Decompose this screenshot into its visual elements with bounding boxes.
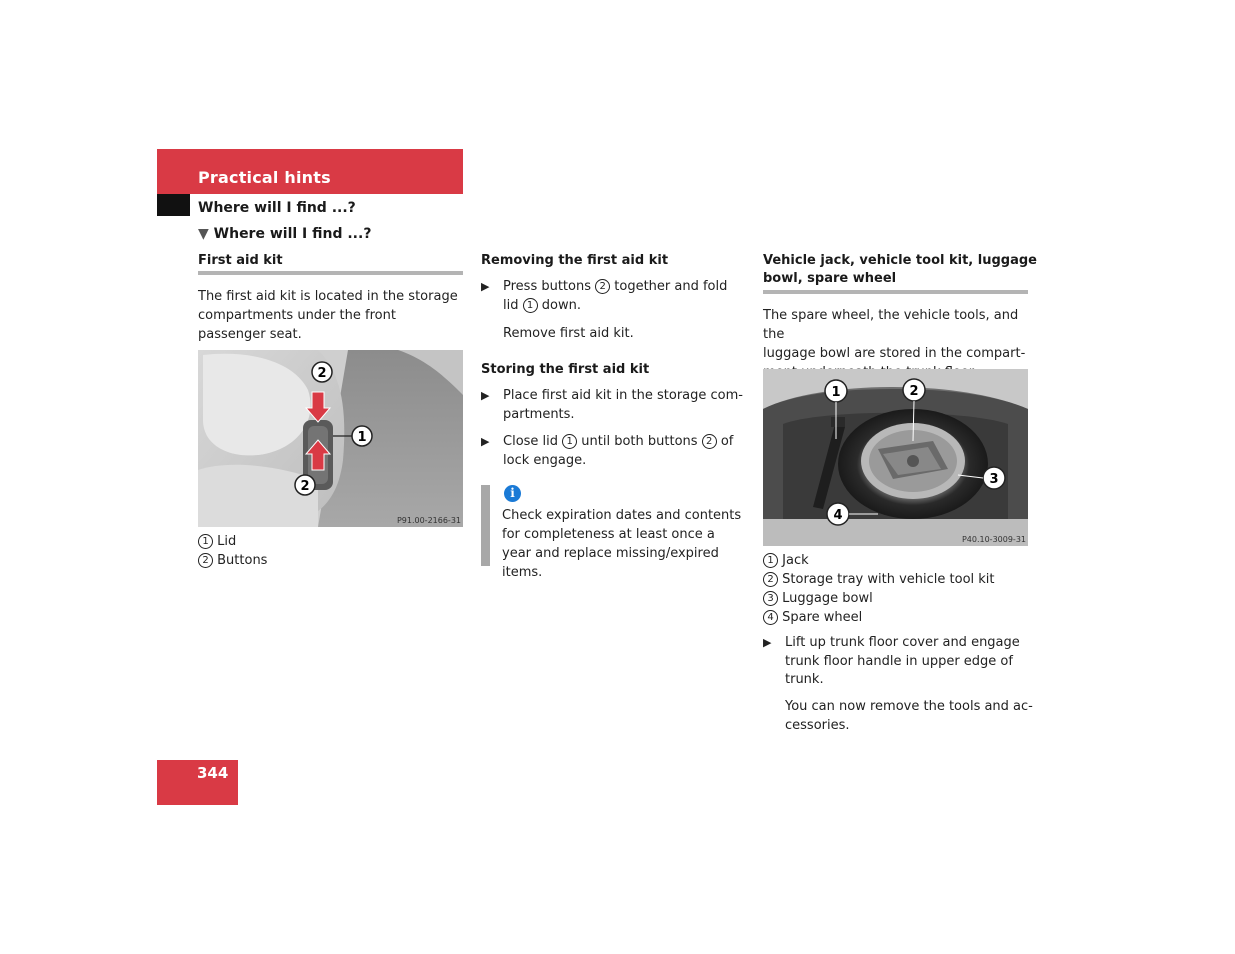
legend-item: 3 Luggage bowl	[763, 589, 995, 608]
bullet-icon: ▶	[763, 636, 772, 649]
store-step-1: ▶ Place first aid kit in the storage com- partments.	[481, 388, 743, 422]
first-aid-heading: First aid kit	[198, 253, 283, 268]
section-title	[198, 226, 371, 242]
legend-item: 1 Lid	[198, 532, 267, 551]
chapter-title: Practical hints	[198, 168, 331, 187]
trunk-photo	[763, 369, 1028, 546]
store-heading: Storing the first aid kit	[481, 362, 650, 377]
page-number-box	[157, 760, 238, 805]
heading-rule	[198, 271, 463, 275]
trunk-note: You can now remove the tools and ac- cessories.	[785, 699, 1033, 733]
legend-item: 2 Storage tray with vehicle tool kit	[763, 570, 995, 589]
callout-1: 1	[831, 385, 841, 400]
trunk-step: ▶ Lift up trunk floor cover and engage trunk floor handle in upper edge of trunk.	[763, 635, 1020, 687]
store-step-2: ▶ Close lid 1 until both buttons 2 of lock engage.	[481, 434, 734, 468]
remove-heading: Removing the first aid kit	[481, 253, 669, 268]
info-icon: i	[504, 485, 521, 502]
bullet-icon: ▶	[481, 280, 490, 293]
info-text: Check expiration dates and contents for completeness at least once a year and replace missing/expired items.	[502, 508, 742, 580]
callout-1: 1	[357, 430, 367, 445]
bullet-icon: ▶	[481, 389, 490, 402]
remove-step: ▶ Press buttons 2 together and fold lid 1 down.	[481, 279, 728, 313]
chapter-header	[157, 149, 463, 194]
page-subtitle: Where will I find ...?	[198, 200, 356, 216]
callout-2-bottom: 2	[300, 479, 310, 494]
legend-item: 1 Jack	[763, 551, 995, 570]
page-number: 344	[197, 764, 229, 782]
callout-4: 4	[833, 508, 843, 523]
trunk-legend	[763, 551, 995, 627]
jack-heading: Vehicle jack, vehicle tool kit, luggage bowl, spare wheel	[763, 253, 1037, 286]
image-code: P40.10-3009-31	[961, 535, 1026, 544]
callout-2: 2	[909, 384, 919, 399]
callout-3: 3	[989, 472, 999, 487]
info-note	[481, 485, 743, 580]
section-title-text: Where will I find ...?	[213, 226, 372, 242]
first-aid-intro: The first aid kit is located in the storage compartments under the front passenger seat.	[198, 289, 458, 342]
black-tab	[157, 194, 190, 216]
callout-2-top: 2	[317, 366, 327, 381]
heading-rule	[763, 290, 1028, 294]
legend-item: 2 Buttons	[198, 551, 267, 570]
info-bar	[481, 485, 490, 566]
bullet-icon: ▶	[481, 435, 490, 448]
section-marker-icon: ▼	[198, 226, 209, 242]
first-aid-legend	[198, 532, 267, 570]
remove-note: Remove first aid kit.	[503, 326, 634, 341]
jack-intro: The spare wheel, the vehicle tools, and the luggage bowl are stored in the compart-	[763, 308, 1026, 361]
first-aid-photo	[198, 350, 463, 527]
image-code: P91.00-2166-31	[396, 516, 461, 525]
legend-item: 4 Spare wheel	[763, 608, 995, 627]
